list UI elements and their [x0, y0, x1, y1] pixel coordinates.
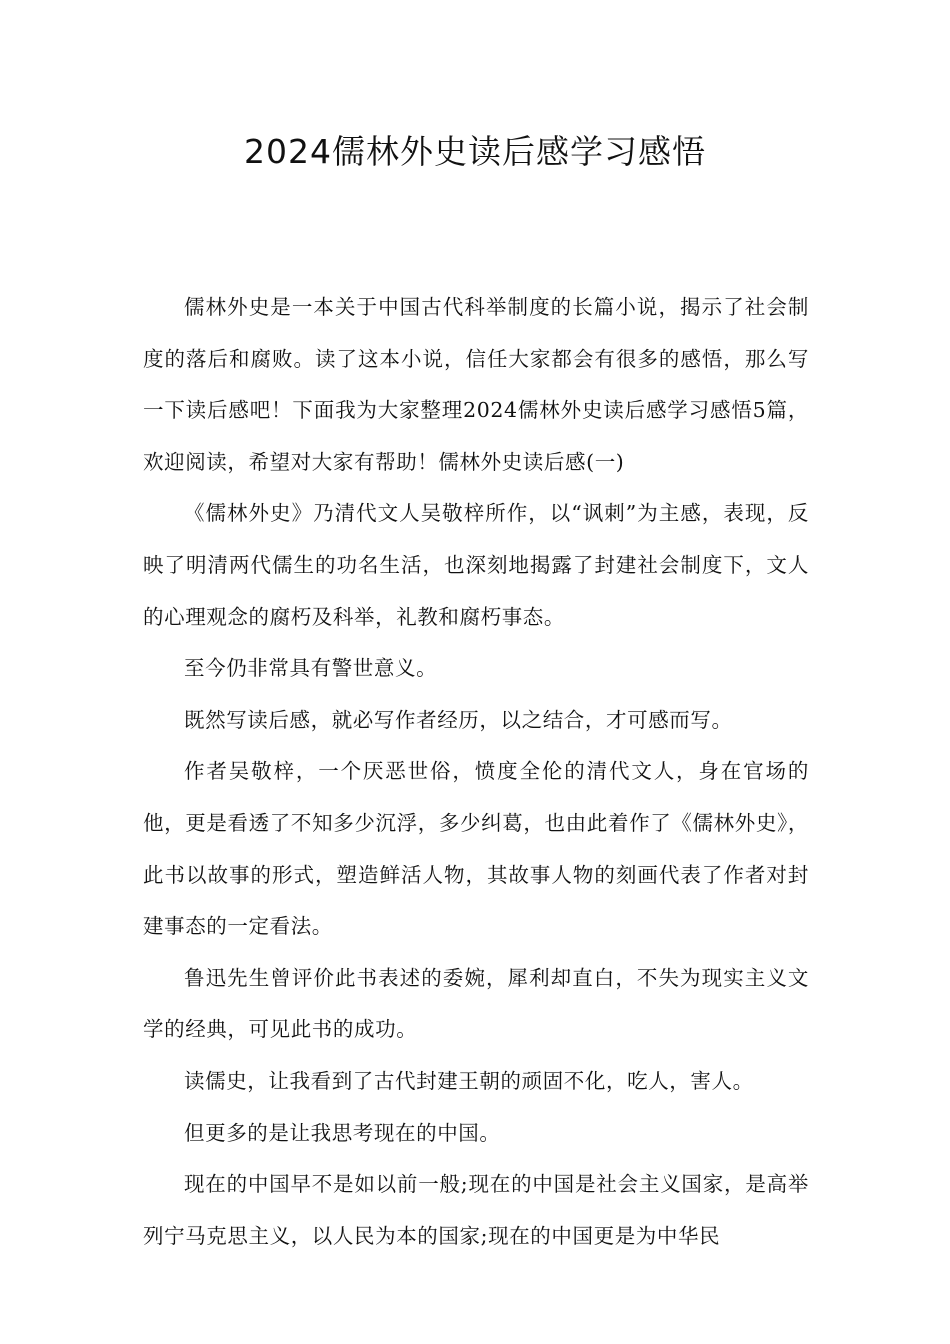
paragraph: 至今仍非常具有警世意义。	[184, 656, 438, 681]
paragraph: 读儒史，让我看到了古代封建王朝的顽固不化，吃人，害人。	[184, 1068, 754, 1093]
paragraph: 但更多的是让我思考现在的中国。	[184, 1120, 501, 1145]
paragraph: 《儒林外史》乃清代文人吴敬梓所作，以“讽刺”为主感，表现，反映了明清两代儒生的功名生活，也深刻地揭露了封建社会制度下，文人的心理观念的腐朽及科举，礼教和腐朽事态。	[143, 501, 809, 629]
paragraph: 现在的中国早不是如以前一般;现在的中国是社会主义国家，是高举列宁马克思主义，以人民为本的国家;现在的中国更是为中华民	[143, 1172, 809, 1248]
paragraph: 作者吴敬梓，一个厌恶世俗，愤度全伦的清代文人，身在官场的他，更是看透了不知多少沉浮，多少纠葛，也由此着作了《儒林外史》，此书以故事的形式，塑造鲜活人物，其故事人物的刻画代表了作者对封建事态的一定看法。	[143, 759, 809, 939]
paragraph: 既然写读后感，就必写作者经历，以之结合，才可感而写。	[184, 707, 733, 732]
document-title: 2024儒林外史读后感学习感悟	[244, 132, 706, 171]
paragraph: 儒林外史是一本关于中国古代科举制度的长篇小说，揭示了社会制度的落后和腐败。读了这本小说，信任大家都会有很多的感悟，那么写一下读后感吧！下面我为大家整理2024儒林外史读后感学习感悟5篇，欢迎阅读，希望对大家有帮助！儒林外史读后感(一)	[143, 295, 809, 474]
document-body	[143, 282, 809, 1262]
paragraph: 鲁迅先生曾评价此书表述的委婉，犀利却直白，不失为现实主义文学的经典，可见此书的成功。	[143, 965, 809, 1042]
